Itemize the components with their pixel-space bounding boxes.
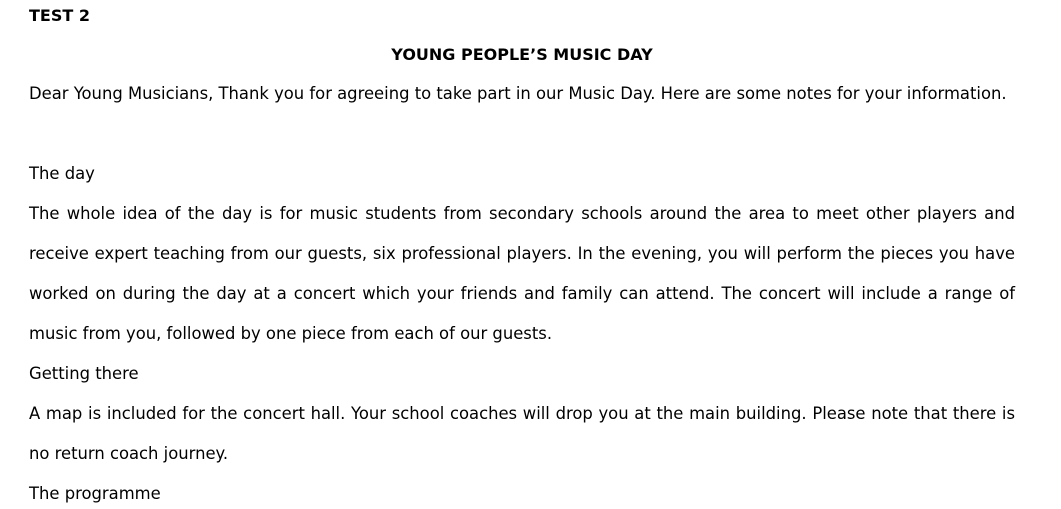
test-label: TEST 2 (29, 6, 90, 25)
section-heading-getting-there: Getting there (29, 364, 139, 383)
section-paragraph-getting-there: A map is included for the concert hall. Your school coaches will drop you at the main building. Please note that there is no return coach journey. (29, 404, 1015, 463)
section-heading-the-programme: The programme (29, 484, 161, 503)
document-title: YOUNG PEOPLE’S MUSIC DAY (391, 45, 653, 64)
intro-paragraph: Dear Young Musicians, Thank you for agreeing to take part in our Music Day. Here are some notes for your information. (29, 84, 1007, 103)
section-heading-the-day: The day (29, 164, 95, 183)
section-paragraph-the-day: The whole idea of the day is for music students from secondary schools around the area to meet other players and receive expert teaching from our guests, six professional players. In the evening, you will perform the pieces you have worked on during the day at a concert which your friends and family can attend. The concert will include a range of music from you, followed by one piece from each of our guests. (29, 204, 1015, 343)
